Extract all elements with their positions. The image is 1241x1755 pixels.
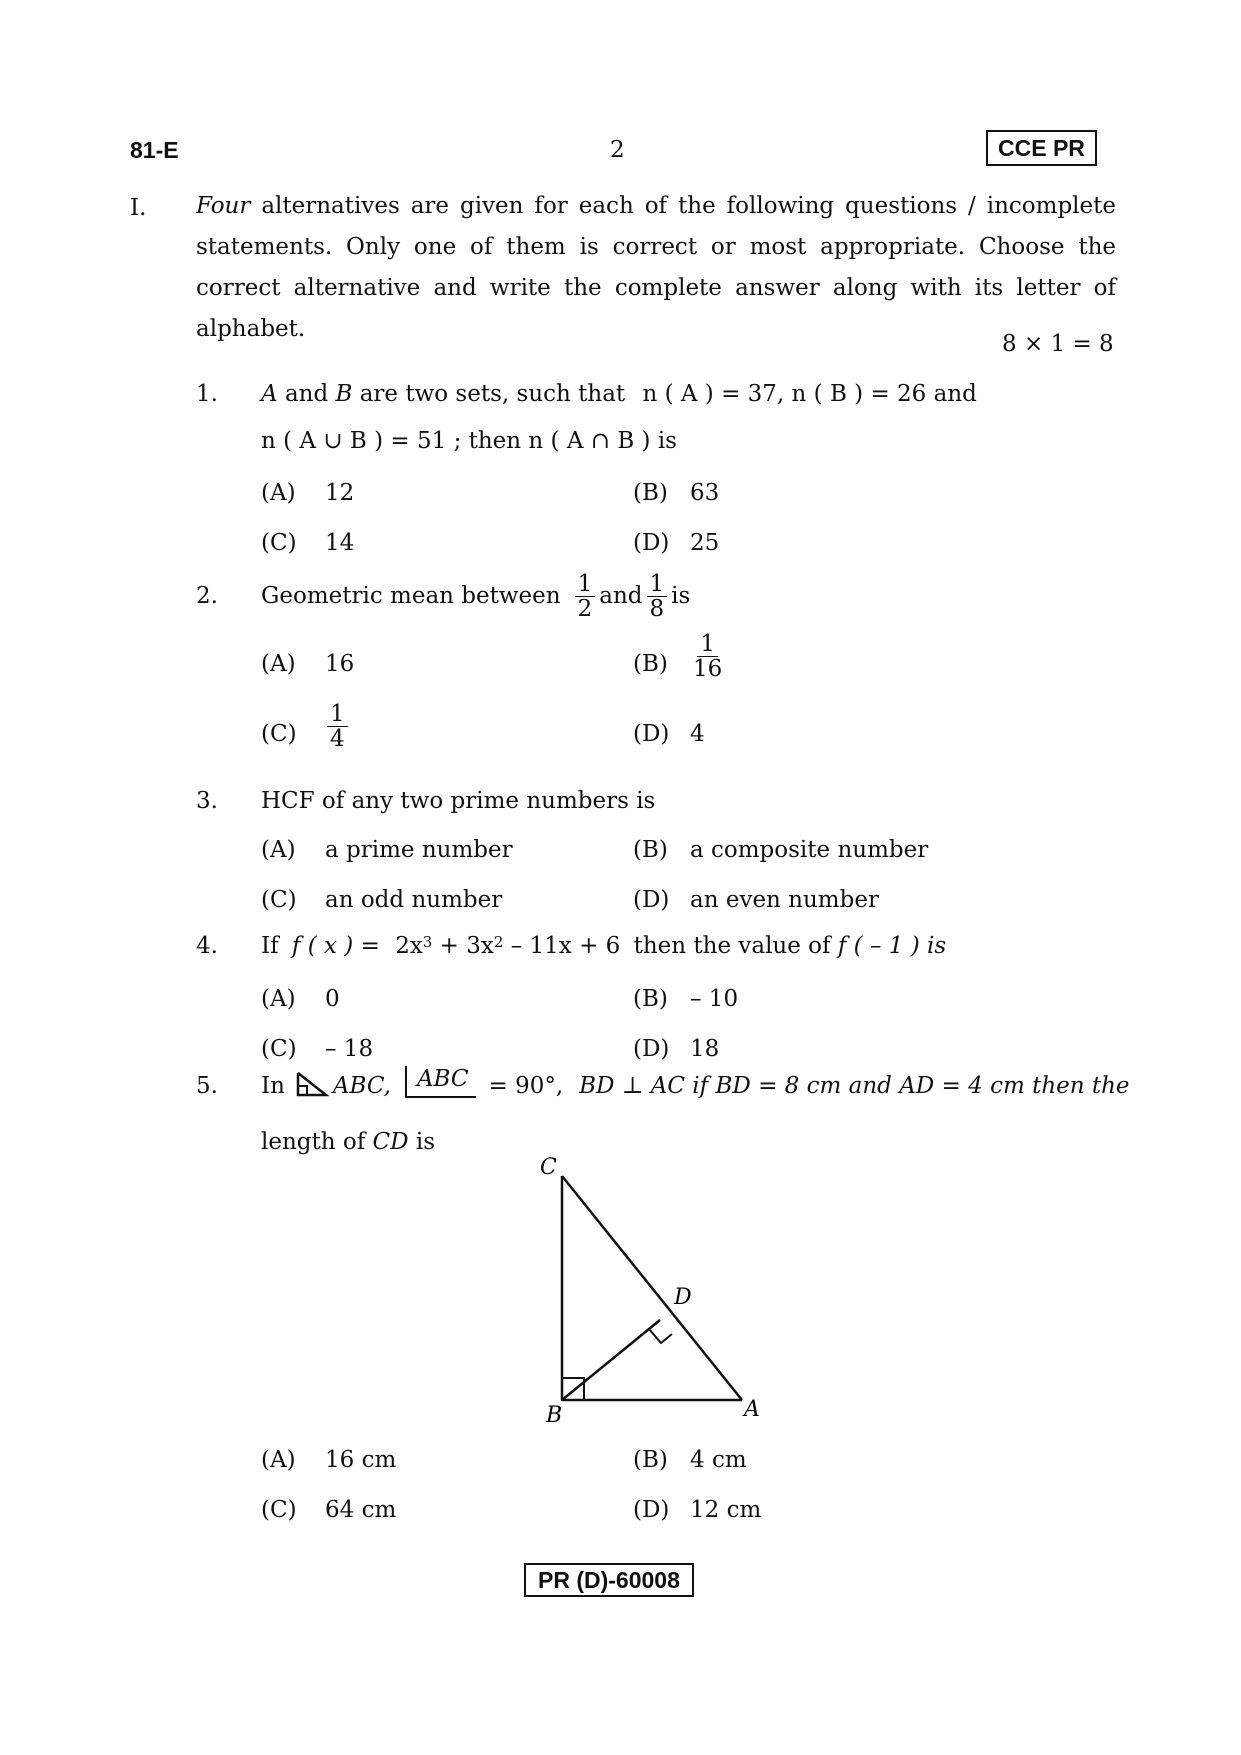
q5-stem — [261, 1066, 1130, 1100]
q5-stem-line2 — [261, 1128, 435, 1156]
altitude-bd — [562, 1320, 660, 1400]
q5-segment-cd: CD — [372, 1129, 409, 1155]
q2-option-c-letter: (C) — [261, 721, 297, 747]
right-angle-d-upper — [649, 1320, 660, 1329]
q4-option-b-letter: (B) — [633, 986, 668, 1012]
q3-option-a-letter: (A) — [261, 837, 296, 863]
q1-option-d-letter: (D) — [633, 530, 670, 556]
q4-option-a-text: 0 — [325, 986, 340, 1012]
q2-c-num: 1 — [327, 702, 348, 727]
q5-number: 5. — [196, 1073, 218, 1099]
q5-length-of: length of — [261, 1129, 366, 1155]
q4-poly-exp1: 3 — [422, 933, 433, 951]
q1-option-b-letter: (B) — [633, 480, 668, 506]
q5-angle-value: = 90°, — [488, 1073, 564, 1099]
q1-and: and — [284, 381, 329, 407]
section-instruction — [196, 186, 1116, 350]
right-angle-d-lower — [649, 1329, 672, 1343]
q5-option-a-text: 16 cm — [325, 1447, 397, 1473]
q5-in: In — [261, 1073, 285, 1099]
q4-f-minus-one: f ( – 1 ) is — [837, 933, 947, 959]
q1-set-b: B — [335, 381, 353, 407]
q4-option-d-letter: (D) — [633, 1036, 670, 1062]
q2-stem — [261, 566, 690, 626]
q2-number: 2. — [196, 583, 218, 609]
label-b: B — [546, 1403, 563, 1428]
q2-and: and — [599, 583, 643, 609]
q2-option-a-letter: (A) — [261, 651, 296, 677]
q4-stem — [261, 932, 946, 960]
q1-option-a-letter: (A) — [261, 480, 296, 506]
q2-option-b-fraction — [690, 632, 725, 681]
q1-stem-line2: n ( A ∪ B ) = 51 ; then n ( A ∩ B ) is — [261, 428, 677, 454]
q5-angle-name: ABC — [416, 1066, 469, 1092]
q5-option-d-letter: (D) — [633, 1497, 670, 1523]
q5-option-c-letter: (C) — [261, 1497, 297, 1523]
section-numeral: I. — [130, 195, 147, 221]
instruction-italic: Four — [196, 193, 251, 219]
marks-label: 8 × 1 = 8 — [1002, 331, 1114, 357]
q2-c-den: 4 — [330, 726, 345, 752]
paper-code: 81-E — [130, 137, 179, 163]
q1-option-a-text: 12 — [325, 480, 355, 506]
q4-number: 4. — [196, 933, 218, 959]
q4-poly-exp2: 2 — [493, 933, 504, 951]
q4-poly-term2: + 3x — [439, 933, 494, 959]
label-d: D — [674, 1285, 692, 1310]
side-ca — [562, 1176, 742, 1400]
q2-option-a-text: 16 — [325, 651, 355, 677]
q5-triangle-figure — [530, 1150, 790, 1430]
q4-poly-term1: 2x — [395, 933, 423, 959]
q5-option-c-text: 64 cm — [325, 1497, 397, 1523]
q4-option-d-text: 18 — [690, 1036, 720, 1062]
q1-set-a: A — [261, 381, 278, 407]
q1-option-c-text: 14 — [325, 530, 355, 556]
q3-option-c-text: an odd number — [325, 887, 503, 913]
label-c: C — [540, 1155, 557, 1180]
q3-option-d-letter: (D) — [633, 887, 670, 913]
triangle-icon — [295, 1070, 329, 1098]
q2-b-num: 1 — [697, 632, 718, 657]
q5-angle-symbol — [405, 1066, 477, 1098]
q4-polynomial — [395, 933, 627, 959]
q4-option-c-text: – 18 — [325, 1036, 374, 1062]
q2-fraction-eighth — [647, 572, 668, 621]
q4-then: then the value of — [633, 933, 831, 959]
q2-option-d-letter: (D) — [633, 721, 670, 747]
q2-frac1-num: 1 — [575, 572, 596, 597]
q2-frac1-den: 2 — [577, 595, 593, 622]
q1-option-b-text: 63 — [690, 480, 720, 506]
q4-poly-term3: – 11x + 6 — [510, 933, 621, 959]
q3-option-d-text: an even number — [690, 887, 879, 913]
q2-b-den: 16 — [693, 656, 723, 682]
q1-such-that: are two sets, such that — [359, 381, 626, 407]
q4-option-a-letter: (A) — [261, 986, 296, 1012]
q2-is: is — [671, 583, 691, 609]
q4-option-b-text: – 10 — [690, 986, 739, 1012]
q5-is: is — [415, 1129, 436, 1155]
q5-condition: BD ⊥ AC if BD = 8 cm and AD = 4 cm then the — [579, 1073, 1130, 1099]
q2-frac2-num: 1 — [647, 572, 668, 597]
q5-triangle-name: ABC, — [332, 1073, 391, 1099]
q4-if: If — [261, 933, 279, 959]
q3-stem: HCF of any two prime numbers is — [261, 788, 656, 814]
q1-cardinalities: n ( A ) = 37, n ( B ) = 26 and — [642, 381, 977, 407]
q1-stem-line1 — [261, 380, 977, 408]
q2-option-d-text: 4 — [690, 721, 705, 747]
q5-option-a-letter: (A) — [261, 1447, 296, 1473]
label-a: A — [744, 1397, 760, 1422]
q2-option-b-letter: (B) — [633, 651, 668, 677]
series-badge: CCE PR — [986, 130, 1097, 166]
q3-number: 3. — [196, 788, 218, 814]
page-number: 2 — [610, 137, 625, 163]
q5-option-b-text: 4 cm — [690, 1447, 747, 1473]
q2-option-c-fraction — [327, 702, 348, 751]
instruction-text: alternatives are given for each of the following questions / incomplete statements. Only one of them is correct or most appropriate. Choose the correct alternative and write the complete answer along with its letter of alphabet. — [196, 193, 1116, 342]
q2-stem-text: Geometric mean between — [261, 583, 561, 609]
footer-code: PR (D)-60008 — [524, 1563, 694, 1597]
q3-option-b-text: a composite number — [690, 837, 929, 863]
q3-option-c-letter: (C) — [261, 887, 297, 913]
q4-fx: f ( x ) = — [291, 933, 380, 959]
q2-fraction-half — [575, 572, 596, 621]
q1-option-c-letter: (C) — [261, 530, 297, 556]
q3-option-b-letter: (B) — [633, 837, 668, 863]
q1-number: 1. — [196, 381, 218, 407]
q1-option-d-text: 25 — [690, 530, 720, 556]
q4-option-c-letter: (C) — [261, 1036, 297, 1062]
q3-option-a-text: a prime number — [325, 837, 513, 863]
q5-option-d-text: 12 cm — [690, 1497, 762, 1523]
q5-option-b-letter: (B) — [633, 1447, 668, 1473]
q2-frac2-den: 8 — [649, 595, 665, 622]
